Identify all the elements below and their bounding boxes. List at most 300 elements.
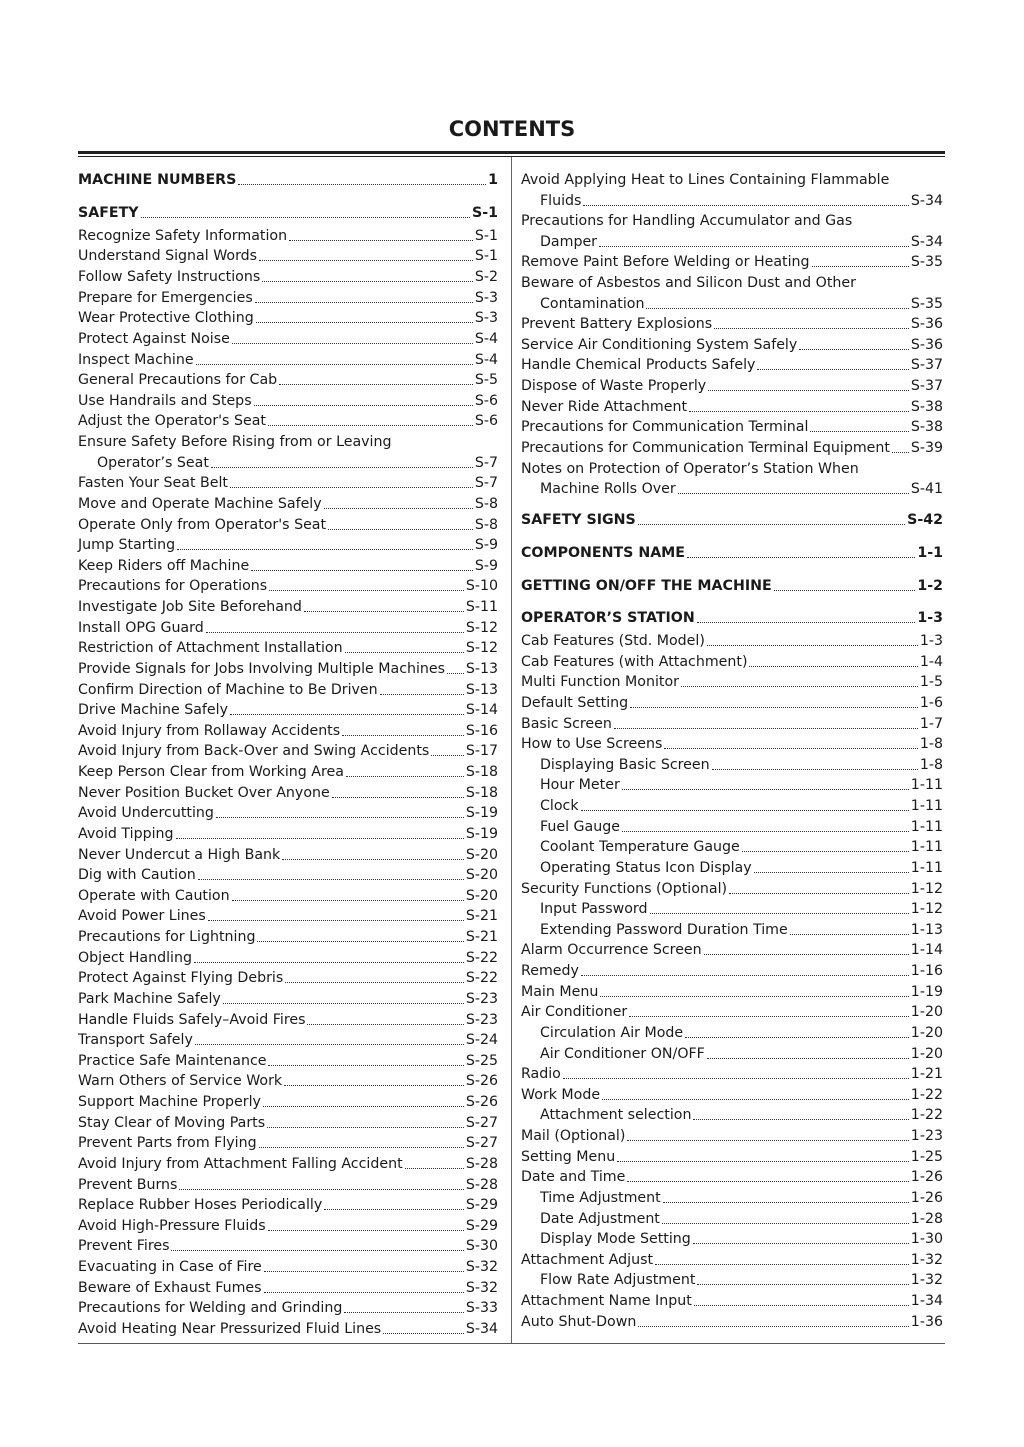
toc-entry-page: S-21 — [465, 908, 498, 924]
toc-dot-leader — [693, 1113, 908, 1120]
toc-dot-leader — [268, 1059, 463, 1066]
toc-entry-title: Time Adjustment — [540, 1190, 661, 1206]
toc-entry[interactable] — [78, 328, 498, 348]
toc-entry-title: Main Menu — [521, 984, 599, 1000]
toc-entry-title: Default Setting — [521, 695, 629, 711]
toc-dot-leader — [704, 948, 909, 955]
toc-entry-title: SAFETY SIGNS — [521, 512, 636, 528]
toc-entry-page: S-36 — [910, 316, 943, 332]
toc-dot-leader — [268, 1224, 464, 1231]
toc-dot-leader — [707, 639, 918, 646]
toc-entry[interactable] — [521, 836, 943, 856]
toc-entry-page: S-36 — [910, 337, 943, 353]
toc-entry[interactable] — [78, 1235, 498, 1255]
toc-entry[interactable] — [78, 493, 498, 513]
toc-dot-leader — [254, 399, 473, 406]
toc-entry-title: Hour Meter — [540, 777, 620, 793]
toc-dot-leader — [307, 1018, 463, 1025]
toc-entry-page: 1-11 — [910, 777, 943, 793]
toc-entry[interactable] — [78, 782, 498, 802]
toc-entry-page: 1-13 — [910, 922, 943, 938]
toc-dot-leader — [581, 969, 909, 976]
toc-entry-page: S-26 — [465, 1073, 498, 1089]
toc-entry[interactable] — [521, 733, 943, 753]
toc-entry-page: S-4 — [474, 331, 498, 347]
toc-entry[interactable] — [521, 458, 943, 478]
column-divider — [511, 157, 512, 1343]
toc-entry[interactable] — [521, 210, 943, 230]
toc-entry-title: MACHINE NUMBERS — [78, 172, 237, 188]
toc-dot-leader — [627, 1175, 908, 1182]
toc-entry-page: S-18 — [465, 764, 498, 780]
toc-entry-page: S-28 — [465, 1177, 498, 1193]
toc-entry[interactable] — [521, 1208, 943, 1228]
toc-entry-title: Provide Signals for Jobs Involving Multiple Machines — [78, 661, 446, 677]
toc-entry[interactable] — [521, 713, 943, 733]
toc-dot-leader — [812, 260, 909, 267]
toc-dot-leader — [256, 316, 473, 323]
header-rule — [78, 151, 945, 154]
toc-entry-title: Wear Protective Clothing — [78, 310, 254, 326]
toc-entry-page: S-7 — [474, 475, 498, 491]
toc-entry[interactable] — [521, 231, 943, 251]
toc-entry[interactable] — [521, 1187, 943, 1207]
toc-entry[interactable] — [78, 1009, 498, 1029]
toc-entry-page: 1-1 — [917, 545, 943, 561]
toc-entry[interactable] — [521, 334, 943, 354]
toc-entry[interactable] — [78, 307, 498, 327]
toc-entry-title: Support Machine Properly — [78, 1094, 261, 1110]
toc-entry-title: Transport Safely — [78, 1032, 193, 1048]
toc-entry-title: Operating Status Icon Display — [540, 860, 752, 876]
toc-entry-page: 1-32 — [910, 1272, 943, 1288]
toc-entry[interactable] — [521, 1043, 943, 1063]
toc-entry[interactable] — [521, 1269, 943, 1289]
toc-dot-leader — [285, 976, 464, 983]
toc-entry-page: S-20 — [465, 867, 498, 883]
toc-entry[interactable] — [78, 1215, 498, 1235]
toc-entry-title: COMPONENTS NAME — [521, 545, 685, 561]
toc-entry-title: Precautions for Communication Terminal — [521, 419, 809, 435]
toc-dot-leader — [383, 1327, 464, 1334]
toc-entry-title: Date and Time — [521, 1169, 626, 1185]
toc-dot-leader — [208, 914, 464, 921]
toc-entry[interactable] — [78, 369, 498, 389]
toc-dot-leader — [232, 894, 464, 901]
toc-entry-title: Precautions for Lightning — [78, 929, 256, 945]
toc-entry-title: Attachment selection — [540, 1107, 692, 1123]
toc-entry-page: S-6 — [474, 393, 498, 409]
toc-dot-leader — [324, 502, 473, 509]
toc-dot-leader — [622, 825, 909, 832]
toc-entry-title: Alarm Occurrence Screen — [521, 942, 702, 958]
toc-entry[interactable] — [521, 1022, 943, 1042]
toc-entry-title: Security Functions (Optional) — [521, 881, 728, 897]
toc-entry-title: Adjust the Operator's Seat — [78, 413, 266, 429]
toc-entry[interactable] — [78, 844, 498, 864]
toc-entry[interactable] — [521, 251, 943, 271]
toc-entry-title: Remedy — [521, 963, 579, 979]
toc-entry-title: Circulation Air Mode — [540, 1025, 684, 1041]
toc-entry-page: S-30 — [465, 1238, 498, 1254]
toc-entry[interactable] — [521, 939, 943, 959]
toc-entry[interactable] — [78, 245, 498, 265]
toc-entry-title: Notes on Protection of Operator’s Station When — [521, 461, 859, 477]
toc-entry-page: S-23 — [465, 991, 498, 1007]
toc-dot-leader — [694, 1299, 909, 1306]
toc-dot-leader — [754, 866, 909, 873]
toc-entry[interactable] — [78, 637, 498, 657]
toc-entry[interactable] — [78, 926, 498, 946]
toc-entry[interactable] — [78, 1070, 498, 1090]
toc-entry[interactable] — [521, 1311, 943, 1331]
toc-entry-title: Move and Operate Machine Safely — [78, 496, 322, 512]
toc-entry[interactable] — [521, 857, 943, 877]
toc-entry[interactable] — [521, 919, 943, 939]
toc-entry[interactable] — [521, 981, 943, 1001]
toc-entry[interactable] — [78, 472, 498, 492]
toc-dot-leader — [774, 584, 916, 591]
toc-dot-leader — [681, 680, 918, 687]
toc-entry[interactable] — [78, 1194, 498, 1214]
toc-entry-page: S-13 — [465, 661, 498, 677]
toc-dot-leader — [650, 907, 909, 914]
toc-entry[interactable] — [78, 410, 498, 430]
toc-dot-leader — [176, 832, 464, 839]
toc-entry[interactable] — [521, 1125, 943, 1145]
toc-entry-page: S-21 — [465, 929, 498, 945]
toc-entry-title: Ensure Safety Before Rising from or Leaving — [78, 434, 392, 450]
toc-entry-page: S-42 — [907, 512, 943, 528]
toc-dot-leader — [198, 873, 464, 880]
toc-entry-page: S-8 — [474, 496, 498, 512]
toc-dot-leader — [304, 605, 464, 612]
toc-entry-page: S-34 — [910, 234, 943, 250]
toc-entry[interactable] — [78, 761, 498, 781]
toc-dot-leader — [431, 749, 463, 756]
toc-entry[interactable] — [521, 375, 943, 395]
toc-entry-title: Keep Person Clear from Working Area — [78, 764, 344, 780]
toc-entry-title: Cab Features (with Attachment) — [521, 654, 748, 670]
toc-dot-leader — [177, 543, 473, 550]
toc-entry[interactable] — [521, 651, 943, 671]
toc-entry[interactable] — [78, 555, 498, 575]
toc-entry[interactable] — [521, 1084, 943, 1104]
toc-entry-page: 1-12 — [910, 901, 943, 917]
toc-entry-title: Setting Menu — [521, 1149, 616, 1165]
toc-entry-page: 1-12 — [910, 881, 943, 897]
toc-entry-title: Damper — [540, 234, 598, 250]
toc-entry-title: Follow Safety Instructions — [78, 269, 261, 285]
toc-entry[interactable] — [521, 1146, 943, 1166]
toc-dot-leader — [687, 551, 915, 558]
toc-entry-title: SAFETY — [78, 205, 139, 221]
toc-entry-page: S-34 — [910, 193, 943, 209]
toc-entry-page: S-12 — [465, 640, 498, 656]
toc-entry-title: Fluids — [540, 193, 582, 209]
toc-entry[interactable] — [78, 617, 498, 637]
toc-entry-title: Displaying Basic Screen — [540, 757, 710, 773]
toc-entry-page: 1-11 — [910, 798, 943, 814]
toc-section-entry[interactable] — [521, 575, 943, 595]
toc-entry-page: 1-6 — [919, 695, 943, 711]
toc-entry-page: S-18 — [465, 785, 498, 801]
toc-entry-title: Never Undercut a High Bank — [78, 847, 281, 863]
toc-entry[interactable] — [78, 864, 498, 884]
footer-rule — [78, 1343, 945, 1344]
toc-dot-leader — [171, 1244, 463, 1251]
toc-dot-leader — [638, 1320, 908, 1327]
toc-dot-leader — [230, 708, 464, 715]
toc-entry[interactable] — [78, 1153, 498, 1173]
toc-entry[interactable] — [78, 699, 498, 719]
toc-entry[interactable] — [521, 437, 943, 457]
toc-entry[interactable] — [78, 905, 498, 925]
toc-entry-page: S-27 — [465, 1135, 498, 1151]
toc-entry-title: Never Position Bucket Over Anyone — [78, 785, 330, 801]
toc-dot-leader — [345, 646, 464, 653]
toc-entry-title: Beware of Asbestos and Silicon Dust and Other — [521, 275, 856, 291]
toc-entry[interactable] — [521, 878, 943, 898]
toc-entry-title: Avoid Injury from Attachment Falling Accident — [78, 1156, 403, 1172]
toc-entry-title: Evacuating in Case of Fire — [78, 1259, 262, 1275]
toc-entry[interactable] — [78, 988, 498, 1008]
toc-entry[interactable] — [521, 1001, 943, 1021]
toc-entry-page: 1-16 — [910, 963, 943, 979]
toc-entry[interactable] — [78, 802, 498, 822]
toc-entry[interactable] — [78, 514, 498, 534]
toc-entry[interactable] — [521, 795, 943, 815]
toc-entry[interactable] — [78, 390, 498, 410]
toc-entry[interactable] — [521, 396, 943, 416]
toc-entry-title: Handle Chemical Products Safely — [521, 357, 756, 373]
toc-entry[interactable] — [78, 1318, 498, 1338]
toc-entry-title: Park Machine Safely — [78, 991, 221, 1007]
toc-dot-leader — [279, 378, 473, 385]
toc-entry[interactable] — [521, 692, 943, 712]
toc-entry[interactable] — [521, 169, 943, 189]
toc-dot-leader — [663, 1196, 909, 1203]
toc-dot-leader — [269, 584, 464, 591]
toc-dot-leader — [655, 1258, 909, 1265]
toc-entry-title: Beware of Exhaust Fumes — [78, 1280, 262, 1296]
toc-dot-leader — [259, 1141, 464, 1148]
toc-entry[interactable] — [78, 947, 498, 967]
toc-entry-page: S-13 — [465, 682, 498, 698]
toc-entry[interactable] — [78, 740, 498, 760]
toc-dot-leader — [646, 302, 908, 309]
toc-entry[interactable] — [78, 287, 498, 307]
toc-entry[interactable] — [78, 225, 498, 245]
toc-entry-page: S-23 — [465, 1012, 498, 1028]
toc-entry-title: Handle Fluids Safely–Avoid Fires — [78, 1012, 306, 1028]
toc-dot-leader — [697, 1278, 908, 1285]
toc-entry-page: 1-4 — [919, 654, 943, 670]
toc-entry[interactable] — [521, 1166, 943, 1186]
toc-entry-page: S-1 — [474, 228, 498, 244]
toc-entry-page: S-14 — [465, 702, 498, 718]
toc-entry-title: Radio — [521, 1066, 561, 1082]
toc-entry-page: S-35 — [910, 254, 943, 270]
toc-dot-leader — [810, 425, 908, 432]
toc-dot-leader — [342, 729, 464, 736]
toc-entry-title: Prevent Burns — [78, 1177, 178, 1193]
toc-entry[interactable] — [521, 478, 943, 498]
toc-entry[interactable] — [78, 431, 498, 451]
toc-entry[interactable] — [521, 671, 943, 691]
toc-entry[interactable] — [521, 898, 943, 918]
toc-entry[interactable] — [78, 885, 498, 905]
toc-dot-leader — [238, 178, 486, 185]
toc-entry[interactable] — [521, 293, 943, 313]
toc-entry[interactable] — [78, 534, 498, 554]
toc-entry-page: S-9 — [474, 558, 498, 574]
toc-dot-leader — [344, 1306, 463, 1313]
toc-entry-title: Dig with Caution — [78, 867, 196, 883]
toc-entry-title: Warn Others of Service Work — [78, 1073, 283, 1089]
toc-entry-title: Work Mode — [521, 1087, 601, 1103]
toc-entry-title: Restriction of Attachment Installation — [78, 640, 343, 656]
toc-dot-leader — [211, 461, 473, 468]
toc-dot-leader — [757, 363, 908, 370]
toc-entry[interactable] — [78, 967, 498, 987]
toc-entry[interactable] — [521, 272, 943, 292]
toc-dot-leader — [583, 199, 908, 206]
toc-dot-leader — [581, 804, 909, 811]
toc-entry-page: S-12 — [465, 620, 498, 636]
toc-entry[interactable] — [78, 349, 498, 369]
toc-entry-title: Drive Machine Safely — [78, 702, 228, 718]
toc-entry[interactable] — [521, 754, 943, 774]
toc-dot-leader — [447, 667, 464, 674]
toc-entry[interactable] — [78, 658, 498, 678]
toc-entry-page: S-34 — [465, 1321, 498, 1337]
toc-section-entry[interactable] — [521, 542, 943, 562]
toc-entry[interactable] — [78, 1050, 498, 1070]
toc-dot-leader — [264, 1286, 464, 1293]
toc-entry[interactable] — [521, 1228, 943, 1248]
toc-entry-page: 1-20 — [910, 1004, 943, 1020]
toc-entry-page: S-11 — [465, 599, 498, 615]
toc-entry-title: Prepare for Emergencies — [78, 290, 253, 306]
toc-dot-leader — [324, 1203, 464, 1210]
toc-dot-leader — [230, 481, 473, 488]
toc-entry[interactable] — [78, 1132, 498, 1152]
toc-entry[interactable] — [78, 1297, 498, 1317]
toc-section-entry[interactable] — [521, 607, 943, 627]
toc-entry-title: Avoid Power Lines — [78, 908, 206, 924]
toc-dot-leader — [622, 783, 909, 790]
toc-dot-leader — [749, 660, 917, 667]
toc-entry-title: GETTING ON/OFF THE MACHINE — [521, 578, 772, 594]
toc-entry-page: 1-21 — [910, 1066, 943, 1082]
toc-section-entry[interactable] — [78, 169, 498, 189]
toc-entry-title: Install OPG Guard — [78, 620, 204, 636]
toc-dot-leader — [257, 935, 463, 942]
toc-entry[interactable] — [521, 816, 943, 836]
toc-entry-title: Avoid Injury from Rollaway Accidents — [78, 723, 341, 739]
toc-entry-page: 1-22 — [910, 1087, 943, 1103]
toc-entry-title: General Precautions for Cab — [78, 372, 278, 388]
toc-entry[interactable] — [78, 575, 498, 595]
toc-entry-page: S-20 — [465, 847, 498, 863]
toc-dot-leader — [328, 523, 473, 530]
toc-entry-page: S-4 — [474, 352, 498, 368]
toc-entry-title: Prevent Fires — [78, 1238, 170, 1254]
toc-entry-title: Fasten Your Seat Belt — [78, 475, 228, 491]
toc-entry-title: Keep Riders off Machine — [78, 558, 250, 574]
toc-entry[interactable] — [521, 960, 943, 980]
toc-entry[interactable] — [521, 1249, 943, 1269]
toc-dot-leader — [563, 1072, 909, 1079]
toc-entry[interactable] — [78, 679, 498, 699]
toc-entry[interactable] — [521, 190, 943, 210]
toc-entry-page: 1-3 — [917, 610, 943, 626]
toc-entry[interactable] — [78, 1029, 498, 1049]
toc-entry[interactable] — [521, 630, 943, 650]
toc-entry-title: Air Conditioner ON/OFF — [540, 1046, 705, 1062]
toc-entry-title: Mail (Optional) — [521, 1128, 626, 1144]
toc-dot-leader — [267, 1121, 464, 1128]
toc-entry[interactable] — [78, 1091, 498, 1111]
toc-entry[interactable] — [521, 416, 943, 436]
toc-dot-leader — [179, 1183, 463, 1190]
toc-entry[interactable] — [78, 452, 498, 472]
toc-entry-page: S-1 — [472, 205, 498, 221]
toc-entry-title: Avoid Injury from Back-Over and Swing Accidents — [78, 743, 430, 759]
toc-dot-leader — [262, 275, 473, 282]
toc-entry[interactable] — [521, 313, 943, 333]
toc-dot-leader — [282, 853, 464, 860]
toc-entry[interactable] — [78, 266, 498, 286]
toc-entry-page: 1-26 — [910, 1169, 943, 1185]
toc-entry[interactable] — [78, 1174, 498, 1194]
toc-entry-page: 1-32 — [910, 1252, 943, 1268]
toc-entry-page: 1-20 — [910, 1025, 943, 1041]
toc-section-entry[interactable] — [78, 202, 498, 222]
toc-dot-leader — [627, 1134, 908, 1141]
toc-entry[interactable] — [78, 823, 498, 843]
toc-entry[interactable] — [521, 354, 943, 374]
toc-entry-page: S-19 — [465, 826, 498, 842]
toc-entry[interactable] — [78, 1112, 498, 1132]
toc-entry[interactable] — [78, 1277, 498, 1297]
toc-dot-leader — [195, 1038, 464, 1045]
toc-entry-title: Operator’s Seat — [97, 455, 209, 471]
toc-dot-leader — [141, 211, 470, 218]
toc-entry[interactable] — [521, 1104, 943, 1124]
toc-dot-leader — [405, 1162, 464, 1169]
toc-entry[interactable] — [521, 774, 943, 794]
toc-entry[interactable] — [521, 1290, 943, 1310]
toc-entry-page: S-35 — [910, 296, 943, 312]
toc-entry[interactable] — [78, 720, 498, 740]
toc-entry[interactable] — [521, 1063, 943, 1083]
toc-section-entry[interactable] — [521, 509, 943, 529]
toc-entry-page: S-17 — [465, 743, 498, 759]
toc-entry-page: 1-28 — [910, 1211, 943, 1227]
toc-dot-leader — [196, 358, 473, 365]
toc-entry-page: S-19 — [465, 805, 498, 821]
toc-entry-page: S-26 — [465, 1094, 498, 1110]
toc-dot-leader — [194, 956, 464, 963]
toc-entry-title: Fuel Gauge — [540, 819, 620, 835]
toc-dot-leader — [232, 337, 473, 344]
toc-entry[interactable] — [78, 1256, 498, 1276]
toc-dot-leader — [206, 626, 464, 633]
toc-entry[interactable] — [78, 596, 498, 616]
toc-entry-title: Extending Password Duration Time — [540, 922, 788, 938]
